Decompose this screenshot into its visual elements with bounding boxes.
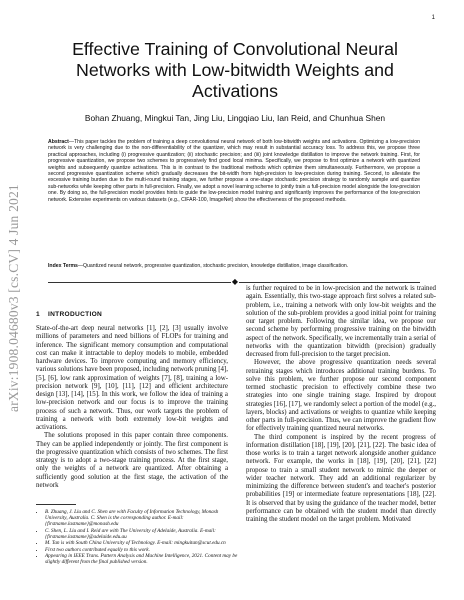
section-title: INTRODUCTION: [47, 311, 103, 318]
footnote-item: • M. Tan is with South China University of Technology. E-mail: mingkuitan@scut.edu.cn: [45, 540, 239, 546]
footnote-rule: [36, 504, 76, 505]
right-column: [246, 285, 436, 524]
footnote-item: • B. Zhuang, J. Liu and C. Shen are with Faculty of Information Technology, Monash University, Australia. C. Shen is the corresponding author. E-mail: {firstname.lastname}@monash.edu: [45, 509, 239, 527]
abstract: [48, 139, 420, 203]
index-terms-text: —Quantized neural network, progressive quantization, stochastic precision, knowledge distillation, image classification.: [77, 263, 349, 269]
paragraph: The solutions proposed in this paper contain three components. They can be applied independently or jointly. The first component is the progressive quantization which consists of two schemes. The first strategy is to adopt a two-stage training process. At the first stage, only the weights of a network are quantized. After obtaining a sufficiently good solution at the first stage, the activation of the network: [36, 432, 228, 489]
section-heading: [36, 311, 102, 318]
footnote-item: • First two authors contributed equally to this work.: [45, 547, 239, 553]
paragraph: is further required to be in low-precision and the network is trained again. Essentially, this two-stage approach first solves a related sub-problem, i.e., training a network with only low-bit weights and the solution of the sub-problem provides a good initial point for training our target problem. Following the similar idea, we propose our second scheme by performing progressive training on the bitwidth aspect of the network. Specifically, we incrementally train a serial of networks with the quantization bitwidth (precision) gradually decreased from full-precision to the target precision.: [246, 285, 436, 358]
page-number: 1: [431, 15, 435, 21]
paragraph: State-of-the-art deep neural networks [1], [2], [3] usually involve millions of parameters and need billions of FLOPs for training and inference. The significant memory consumption and computational cost can make it intractable to deploy models to mobile, embedded hardware devices. To improve computing and memory efficiency, various solutions have been proposed, including network pruning [4], [5], [6], low rank approximation of weights [7], [8], training a low-precision network [9], [10], [11], [12] and efficient architecture design [13], [14], [15]. In this work, we follow the idea of training a low-precision network and our focus is to improve the training process of such a network. Thus, our work targets the problem of training a network with both extremely low-bit weights and activations.: [36, 325, 228, 431]
arxiv-identifier-stamp: arXiv:1908.04680v3 [cs.CV] 4 Jun 2021: [6, 184, 21, 412]
paper-title: Effective Training of Convolutional Neural Networks with Low-bitwidth Weights and Activations: [72, 39, 398, 101]
abstract-label: Abstract: [48, 139, 69, 145]
author-list: Bohan Zhuang, Mingkui Tan, Jing Liu, Lingqiao Liu, Ian Reid, and Chunhua Shen: [84, 113, 386, 123]
paragraph: The third component is inspired by the recent progress of information distillation [18], [19], [20], [21], [22]. The basic idea of those works is to train a target network alongside another guidance network. For example, the works in [18], [19], [20], [21], [22] propose to train a small student network to mimic the deeper or wider teacher network. They add an additional regularizer by minimizing the difference between student's and teacher's posterior probabilities [19] or intermediate feature representations [18], [22]. It is observed that by using the guidance of the teacher model, better performance can be obtained with the student model than directly training the student model on the target problem. Motivated: [246, 433, 436, 523]
footnote-item: • Appearing in IEEE Trans. Pattern Analysis and Machine Intelligence, 2021. Content may be slightly different from the final published version.: [45, 553, 239, 565]
paragraph: However, the above progressive quantization needs several retraining stages which introduces additional training burdens. To solve this problem, we further propose our second component termed stochastic precision to effectively combine these two strategies into one single training stage. Inspired by dropout strategies [16], [17], we randomly select a portion of the model (e.g., layers, blocks) and activations or weights to quantize while keeping other parts in full-precision. Thus, we can improve the gradient flow for effectively training quantized neural networks.: [246, 359, 436, 433]
separator-rule-left: [48, 282, 231, 283]
separator-diamond-icon: ◆: [231, 277, 239, 286]
section-number: 1: [36, 311, 40, 318]
abstract-text: —This paper tackles the problem of training a deep convolutional neural network of both low-bitwidth weights and activations. Optimizing a low-precision network is very challenging due to the non-differentiability of the quantizer, which may result in substantial accuracy loss. To address this, we propose three practical approaches, including (i) progressive quantization; (ii) stochastic precision; and (iii) joint knowledge distillation to improve the network training. First, for progressive quantization, we propose two schemes to progressively find good local minima. Specifically, we propose to first optimize a network with quantized weights and subsequently quantize activations. This is in contrast to the traditional methods which optimize them simultaneously. Furthermore, we propose a second progressive quantization scheme which gradually decreases the bit-width from high-precision to low-precision during training. Second, to alleviate the excessive training burden due to the multi-round training stages, we further propose a one-stage stochastic precision strategy to randomly sample and quantize sub-networks while keeping other parts in full-precision. Finally, we adopt a novel learning scheme to jointly train a full-precision model alongside the low-precision one. By doing so, the full-precision model provides hints to guide the low-precision model training and significantly improves the performance of the low-precision network. Extensive experiments on various datasets (e.g., CIFAR-100, ImageNet) show the effectiveness of the proposed methods.: [48, 139, 420, 203]
index-terms-label: Index Terms: [48, 263, 78, 269]
left-column: [36, 325, 228, 490]
footnotes: [36, 509, 239, 566]
footnote-item: • C. Shen, L. Liu and I. Reid are with The University of Adelaide, Australia. E-mail: {firstname.lastname}@adelaide.edu.au: [45, 528, 239, 540]
index-terms: [48, 263, 420, 269]
separator-rule-right: [239, 282, 420, 283]
